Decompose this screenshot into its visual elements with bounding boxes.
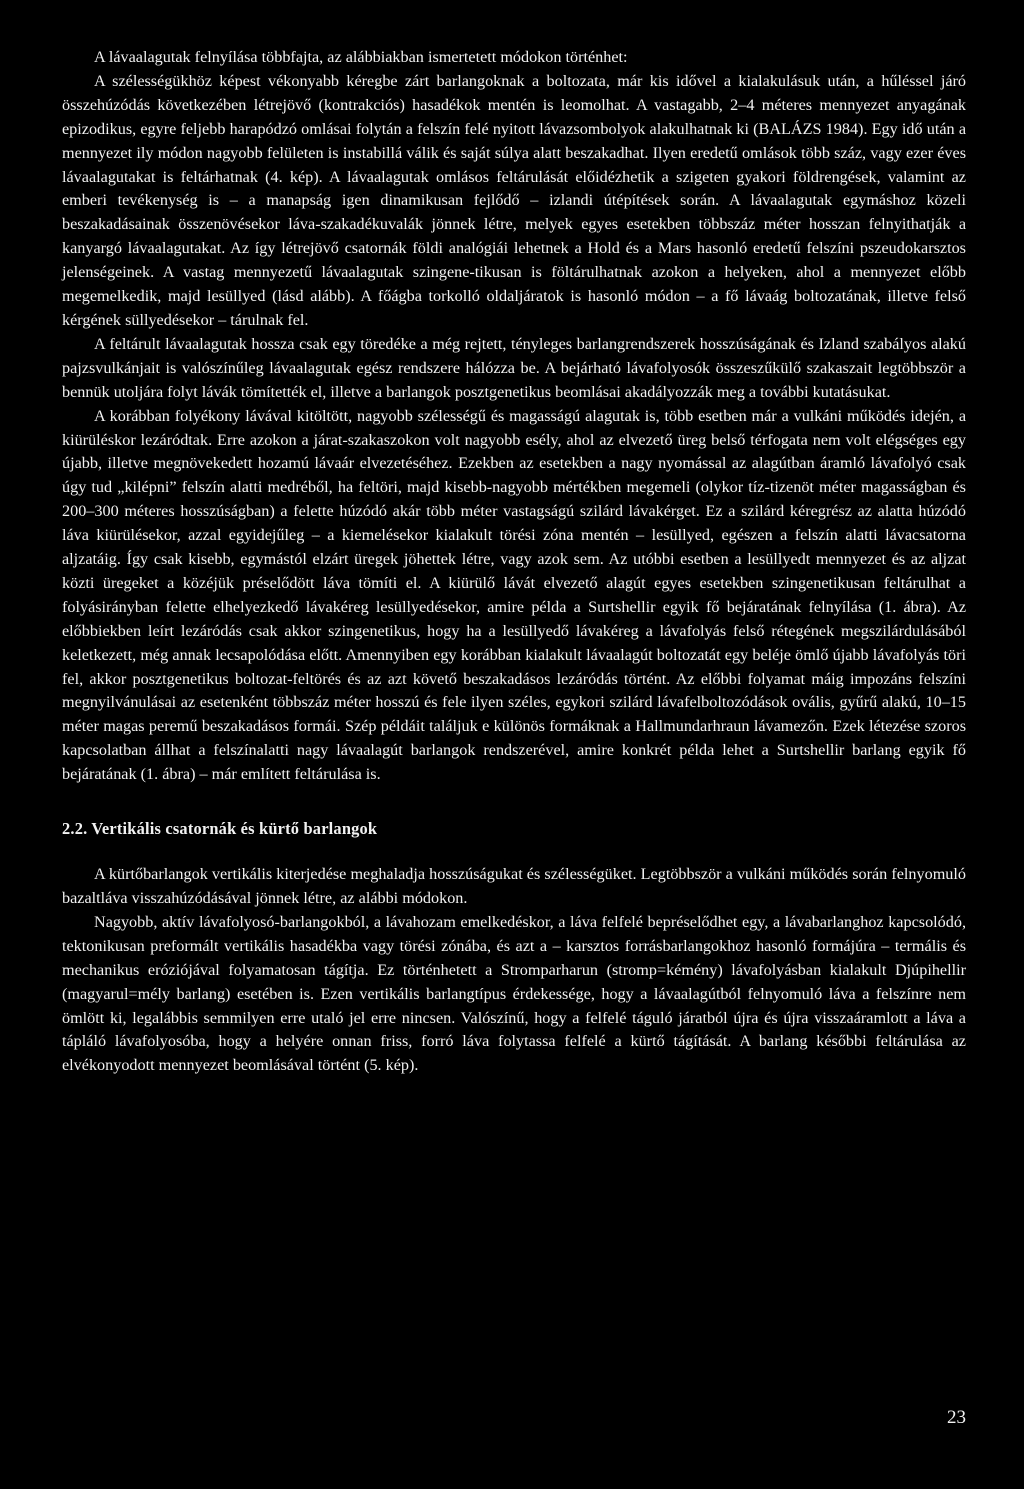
- paragraph-intro: A lávaalagutak felnyílása többfajta, az alábbiakban ismertetett módokon történhet:: [94, 48, 628, 66]
- paragraph-vertical-caves: A kürtőbarlangok vertikális kiterjedése meghaladja hosszúságukat és szélességüket. Legtöbbször a vulkáni működés során felnyomuló bazaltláva visszahúzódásával jönnek létre, az alábbi módokon.: [62, 865, 966, 907]
- page-number: 23: [947, 1407, 966, 1428]
- paragraph-closure: A korábban folyékony lávával kitöltött, nagyobb szélességű és magasságú alagutak is, több esetben már a vulkáni működés idején, a kiürüléskor lezáródtak. Erre azokon a járat-szakaszokon volt nagyobb esély, ahol az elvezető üreg belső térfogata nem volt elégséges egy újabb, illetve megnövekedett hozamú lávaár elvezetéséhez. Ezekben az esetekben a nagy nyomással az alagútban áramló lávafolyó csak úgy tud „kilépni” felszín alatti medréből, ha feltöri, majd kisebb-nagyobb mértékben megemeli (olykor tíz-tizenöt méter magasságban és 200–300 méteres hosszúságban) a felette húzódó akár több méter vastagságú szilárd lávakérget. Ez a szilárd kéregrész az alatta húzódó láva kiürülésekor, azzal egyidejűleg – a kiemelésekor kialakult törési zóna mentén – lesüllyed, egészen a felszín alatti lávacsatorna aljzatáig. Így csak kisebb, egymástól elzárt üregek jöhettek létre, vagy azok sem. Az utóbbi esetben a lesüllyedt mennyezet és az aljzat közti üregeket a közéjük préselődött láva tömíti el. A kiürülő lávát elvezető alagút egyes esetekben szingenetikusan feltárulhat a folyásirányban felette elhelyezkedő lávakéreg lesüllyedésekor, amire példa a Surtshellir egyik fő bejáratának felnyílása (1. ábra). Az előbbiekben leírt lezáródás csak akkor szingenetikus, hogy ha a lesüllyedő lávakéreg a lávafolyás felső rétegének megszilárdulásából keletkezett, még annak lecsapolódása előtt. Amennyiben egy korábban kialakult lávaalagút boltozatát egy beléje ömlő újabb lávafolyás töri fel, akkor posztgenetikus boltozat-feltörés és az azt követő beszakadásos lezáródás történt. Az előbbi folyamat máig impozáns felszíni megnyilvánulásai az esetenként többszáz méter hosszú és fele ilyen széles, egykori szilárd lávafelboltozódások ovális, gyűrű alakú, 10–15 méter magas peremű beszakadásos formái. Szép példáit találjuk e különös formáknak a Hallmundarhraun lávamezőn. Ezek létezése szoros kapcsolatban állhat a felszínalatti nagy lávaalagút barlangok rendszerével, amire konkrét példa lehet a Surtshellir barlang egyik fő bejáratának (1. ábra) – már említett feltárulása is.: [62, 406, 966, 784]
- paragraph-roof-collapse: A szélességükhöz képest vékonyabb kéregbe zárt barlangoknak a boltozata, már kis idővel a kialakulásuk után, a hűléssel járó összehúzódás következében létrejövő (kontrakciós) hasadékok mentén is leomolhat. A vastagabb, 2–4 méteres mennyezet anyagának epizodikus, egyre feljebb harapódzó omlásai folytán a felszín felé nyitott lávazsombolyok alakulhatnak ki (BALÁZS 1984). Egy idő után a mennyezet ily módon nagyobb felületen is instabillá válik és saját súlya alatt beszakadhat. Ilyen eredetű omlások több száz, vagy ezer éves lávaalagutakat is feltárhatnak (4. kép). A lávaalagutak omlásos feltárulását előidézhetik a szigeten gyakori földrengések, valamint az emberi tevékenység is – a manapság igen dinamikusan fejlődő – izlandi útépítések során. A lávaalagutak egymáshoz közeli beszakadásainak összenövésekor láva-szakadékuvalák jönnek létre, melyek egyes esetekben többszáz méter hosszan felnyithatják a kanyargó lávaalagutakat. Az így létrejövő csatornák földi analógiái lehetnek a Hold és a Mars hasonló eredetű felszíni pszeudokarsztos jelenségeinek. A vastag mennyezetű lávaalagutak szingene-tikusan is föltárulhatnak azokon a helyeken, ahol a mennyezet előbb megemelkedik, majd lesüllyed (lásd alább). A főágba torkolló oldaljáratok is hasonló módon – a fő lávaág boltozatának, illetve felső kérgének süllyedésekor – tárulnak fel.: [62, 71, 966, 329]
- paragraph-djupihellir: Nagyobb, aktív lávafolyosó-barlangokból, a lávahozam emelkedéskor, a láva felfelé bepréselődhet egy, a lávabarlanghoz kapcsolódó, tektonikusan preformált vertikális hasadékba vagy törési zónába, és azt a – karsztos forrásbarlangokhoz hasonló formájúra – termális és mechanikus eróziójával folyamatosan tágítja. Ez történhetett a Stromparharun (stromp=kémény) lávafolyásban kialakult Djúpihellir (magyarul=mély barlang) esetében is. Ezen vertikális barlangtípus érdekessége, hogy a lávaalagútból felnyomuló láva a felszínre nem ömlött ki, legalábbis semmilyen erre utaló jel erre nincsen. Valószínű, hogy a felfelé táguló járatból újra és újra visszaáramlott a láva a tápláló lávafolyosóba, hogy a helyére onnan friss, forró láva folytassa felfelé a kürtő tágítását. A barlang későbbi feltárulása az elvékonyodott mennyezet beomlásával történt (5. kép).: [62, 912, 966, 1075]
- document-page: [62, 46, 966, 1078]
- section-heading: 2.2. Vertikális csatornák és kürtő barlangok: [62, 819, 378, 839]
- paragraph-hidden-systems: A feltárult lávaalagutak hossza csak egy töredéke a még rejtett, tényleges barlangrendszerek hosszúságának és Izland szabályos alakú pajzsvulkánjait is valószínűleg lávaalagutak egész rendszere hálózza be. A bejárható lávafolyosók összeszűkülő szakaszait legtöbbször a bennük utoljára folyt lávák tömítették el, illetve a barlangok posztgenetikus beomlásai akadályozzák meg a további kutatásukat.: [62, 334, 966, 401]
